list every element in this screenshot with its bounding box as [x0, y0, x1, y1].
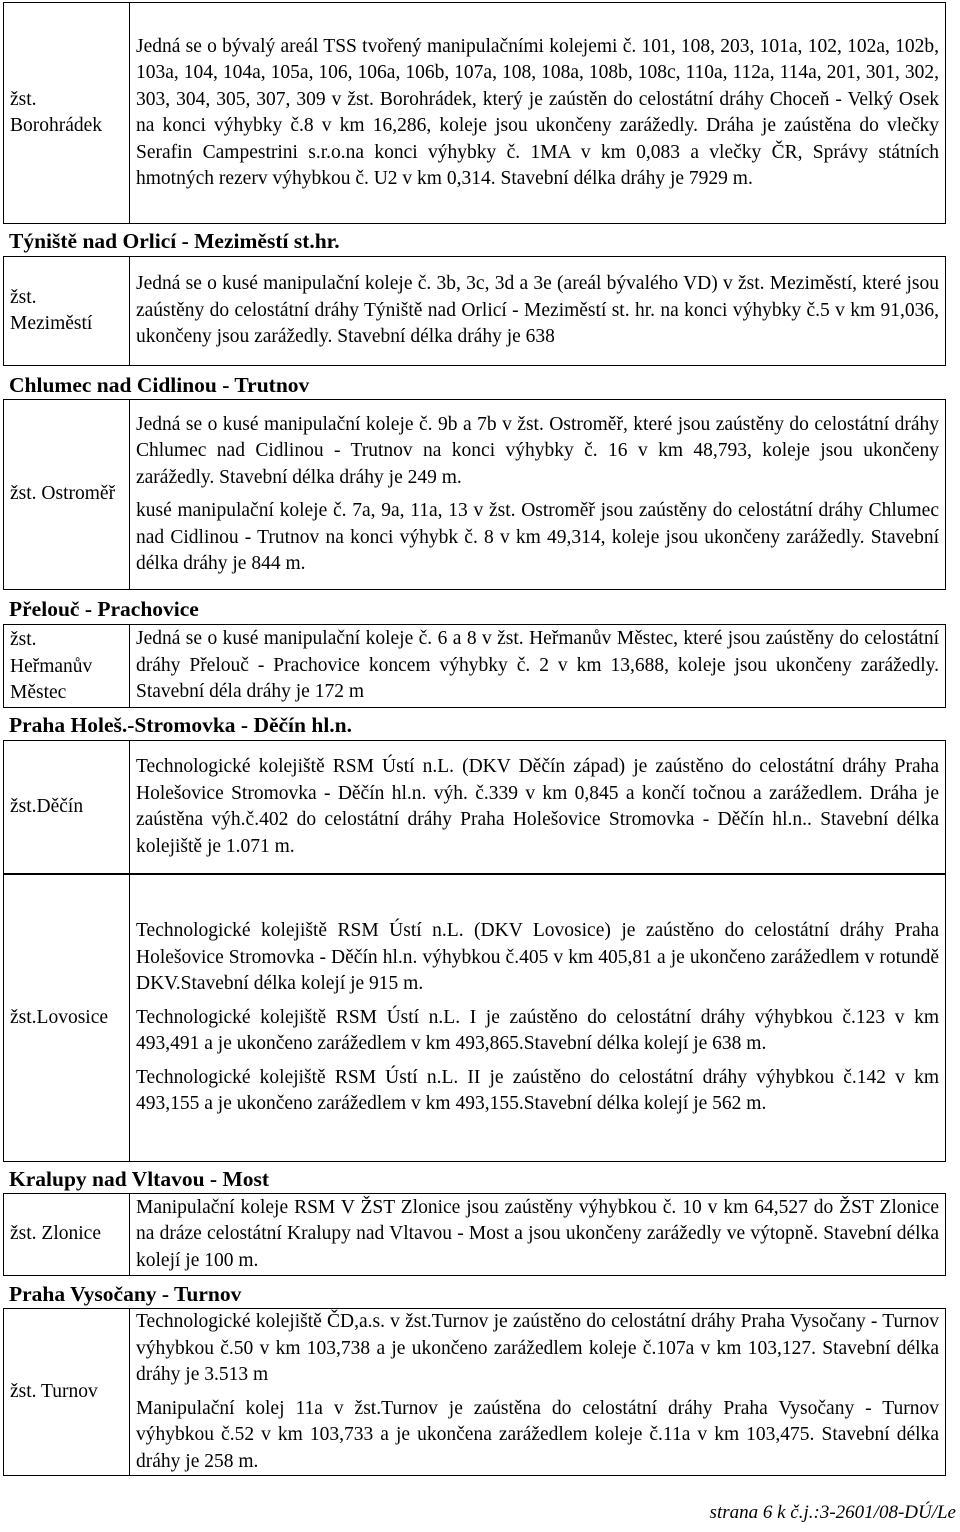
description-paragraph: Jedná se o kusé manipulační koleje č. 9b a 7b v žst. Ostroměř, které jsou zaústěny do celostátní dráhy Chlumec nad Cidlinou - Trutnov na konci výhybky č. 16 v km 48,793, koleje jsou ukončeny zarážedly. Stavební délka dráhy je 249 m.	[136, 413, 939, 488]
description-paragraph: Technologické kolejiště RSM Ústí n.L. I je zaústěno do celostátní dráhy výhybkou č.123 v km 493,491 a je ukončeno zarážedlem v km 493,865.Stavební délka kolejí je 638 m.	[136, 1006, 939, 1055]
description-paragraph: kusé manipulační koleje č. 7a, 9a, 11a, 13 v žst. Ostroměř jsou zaústěny do celostátní dráhy Chlumec nad Cidlinou - Trutnov na konci výhybk č. 8 v km 49,314, koleje jsou ukončeny zarážedly. Stavební délka dráhy je 844 m.	[136, 500, 939, 574]
description-paragraph: Jedná se o kusé manipulační koleje č. 6 a 8 v žst. Heřmanův Městec, které jsou zaústěny do celostátní dráhy Přelouč - Prachovice koncem výhybky č. 2 v km 13,688, koleje jsou ukončeny zarážedly. Stavební déla dráhy je 172 m	[136, 628, 939, 702]
description-paragraph: Jedná se o kusé manipulační koleje č. 3b, 3c, 3d a 3e (areál bývalého VD) v žst. Meziměstí, které jsou zaústěny do celostátní dráhy Týniště nad Orlicí - Meziměstí st. hr. na konci výhybky č.5 v km 91,036, ukončeny jsou zarážedly. Stavební délka dráhy je 638	[136, 273, 939, 348]
section-heading: Chlumec nad Cidlinou - Trutnov	[9, 373, 310, 397]
description-cell	[130, 875, 946, 1162]
description-cell	[130, 400, 946, 590]
description-paragraph: Technologické kolejiště RSM Ústí n.L. (DKV Děčín západ) je zaústěno do celostátní dráhy Praha Holešovice Stromovka - Děčín hl.n. výh. č.339 v km 0,845 a končí točnou a zarážedlem. Dráha je zaústěna výh.č.402 do celostátní dráhy Praha Holešovice Stromovka - Děčín hl.n.. Stavební délka kolejiště je 1.071 m.	[136, 756, 939, 857]
description-cell	[130, 3, 946, 224]
station-cell: žst.Děčín	[4, 741, 130, 874]
siding-table-hermanuv-mestec	[3, 624, 946, 708]
siding-table-ostromer	[3, 399, 946, 590]
description-cell	[130, 625, 946, 708]
siding-table-lovosice	[3, 874, 946, 1162]
station-cell: žst. Turnov	[4, 1309, 130, 1476]
station-cell: žst.Lovosice	[4, 875, 130, 1162]
section-heading: Praha Holeš.-Stromovka - Děčín hl.n.	[9, 713, 353, 737]
section-heading: Týniště nad Orlicí - Meziměstí st.hr.	[9, 229, 340, 253]
description-cell	[130, 741, 946, 874]
section-heading: Kralupy nad Vltavou - Most	[9, 1167, 270, 1191]
description-cell	[130, 257, 946, 366]
section-heading: Přelouč - Prachovice	[9, 597, 199, 621]
description-cell	[130, 1194, 946, 1276]
description-cell	[130, 1309, 946, 1476]
siding-table-decin	[3, 740, 946, 874]
section-heading: Praha Vysočany - Turnov	[9, 1282, 242, 1306]
description-paragraph: Technologické kolejiště RSM Ústí n.L. II je zaústěno do celostátní dráhy výhybkou č.142 v km 493,155 a je ukončeno zarážedlem v km 493,155.Stavební délka kolejí je 562 m.	[136, 1066, 939, 1115]
description-paragraph: Technologické kolejiště ČD,a.s. v žst.Turnov je zaústěno do celostátní dráhy Praha Vysočany - Turnov výhybkou č.50 v km 103,738 a je ukončeno zarážedlem koleje č.107a v km 103,127. Stavební délka dráhy je 3.513 m	[136, 1311, 939, 1385]
description-paragraph: Manipulační kolej 11a v žst.Turnov je zaústěna do celostátní dráhy Praha Vysočany - Turnov výhybkou č.52 v km 103,733 a je ukončena zarážedlem koleje č.11a v km 103,475. Stavební délka dráhy je 258 m.	[136, 1397, 939, 1472]
description-paragraph: Jedná se o bývalý areál TSS tvořený manipulačními kolejemi č. 101, 108, 203, 101a, 102, 102a, 102b, 103a, 104, 104a, 105a, 106, 106a, 106b, 107a, 108, 108a, 108b, 108c, 110a, 112a, 114a, 201, 301, 302, 303, 304, 305, 307, 309 v žst. Borohrádek, který je zaústěn do celostátní dráhy Choceň - Velký Osek na konci výhybky č.8 v km 16,286, koleje jsou ukončeny zarážedly. Dráha je zaústěna do vlečky Serafin Campestrini s.r.o.na konci výhybky č. 1MA v km 0,083 a vlečky ČR, Správy státních hmotných rezerv výhybkou č. U2 v km 0,314. Stavební délka dráhy je 7929 m.	[136, 35, 939, 189]
station-cell: žst. Heřmanův Městec	[4, 625, 130, 708]
siding-table-mezimesti	[3, 256, 946, 366]
description-paragraph: Technologické kolejiště RSM Ústí n.L. (DKV Lovosice) je zaústěno do celostátní dráhy Praha Holešovice Stromovka - Děčín hl.n. výhybkou č.405 v km 405,81 a je ukončeno zarážedlem v rotundě DKV.Stavební délka kolejí je 915 m.	[136, 920, 939, 995]
page-footer: strana 6 k č.j.:3-2601/08-DÚ/Le	[709, 1502, 956, 1523]
station-cell: žst. Meziměstí	[4, 257, 130, 366]
siding-table-zlonice	[3, 1193, 946, 1276]
siding-table-turnov	[3, 1308, 946, 1476]
siding-table-borohradek	[3, 2, 946, 224]
description-paragraph: Manipulační koleje RSM V ŽST Zlonice jsou zaústěny výhybkou č. 10 v km 64,527 do ŽST Zlonice na dráze celostátní Kralupy nad Vltavou - Most a jsou ukončeny zarážedly ve výtopně. Stavební délka kolejí je 100 m.	[136, 1196, 939, 1271]
station-cell: žst. Ostroměř	[4, 400, 130, 590]
station-cell: žst. Borohrádek	[4, 3, 130, 224]
station-cell: žst. Zlonice	[4, 1194, 130, 1276]
